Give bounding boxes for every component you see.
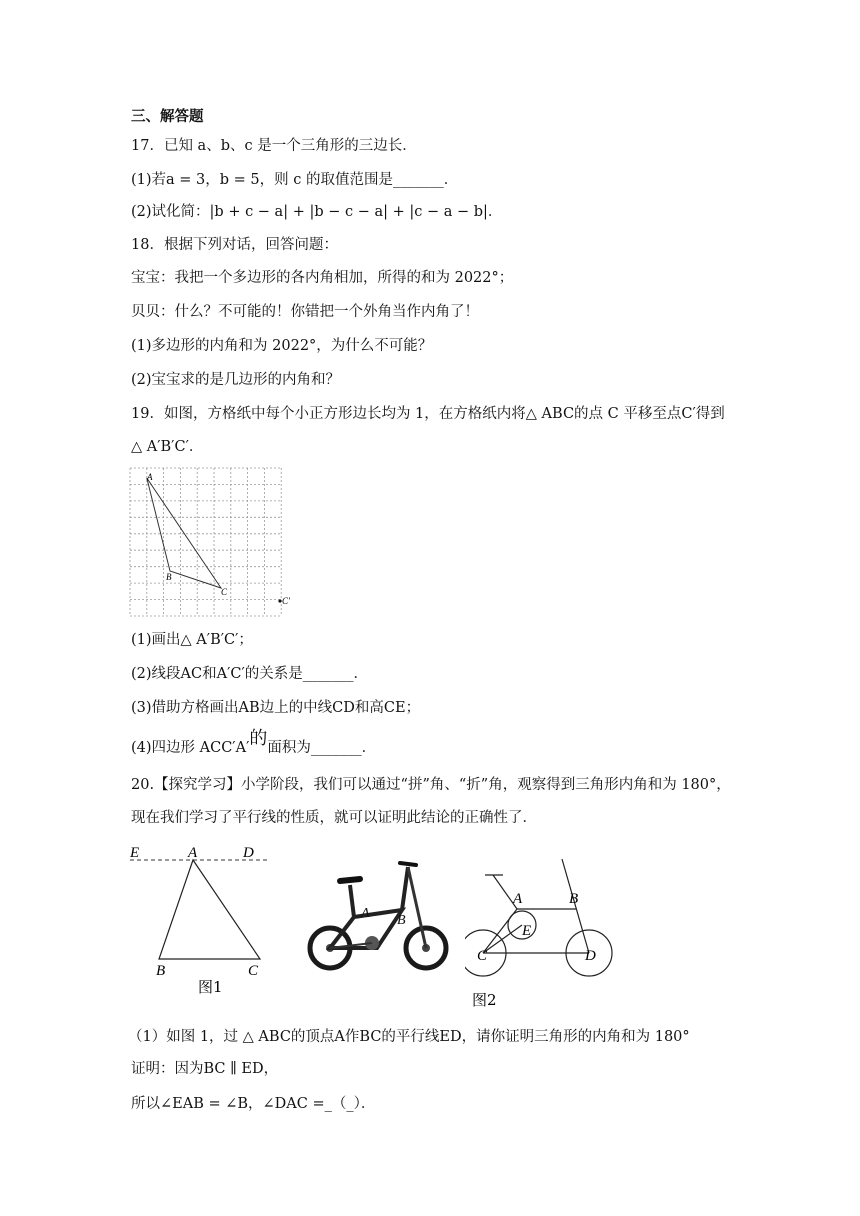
label-c-prime: C′ [282,596,290,606]
q20-stem-line2: 现在我们学习了平行线的性质，就可以证明此结论的正确性了． [131,810,537,826]
q20-figure-1 [128,842,273,997]
q17-stem: 17．已知 a、b、c 是一个三角形的三边长． [131,138,417,154]
fig1-label-b: B [156,963,166,979]
q19-part1: (1)画出△ A′B′C′； [131,632,253,648]
q20-proof2: 所以∠EAB = ∠B，∠DAC =_（_）． [131,1096,376,1112]
triangle-abc-fig1 [159,860,260,959]
bicycle-illustration [302,855,452,973]
q19-grid-lines [130,468,281,616]
fig2-label-a: A [513,891,523,907]
q20-part1: （1）如图 1，过 △ ABC的顶点A作BC的平行线ED，请你证明三角形的内角和为 180° [128,1029,690,1045]
q19-part4-de: 的 [249,728,268,749]
label-a: A [147,472,153,482]
q18-dialog1: 宝宝：我把一个多边形的各内角相加，所得的和为 2022°； [131,270,514,286]
q20-proof1: 证明：因为BC ∥ ED， [131,1061,279,1077]
q18-dialog2: 贝贝：什么？不可能的！你错把一个外角当作内角了！ [131,304,479,320]
fig2-caption: 图2 [472,991,497,1009]
fig2-label-c: C [477,948,488,964]
fig1-label-a: A [188,845,198,861]
q19-stem-line2: △ A′B′C′． [131,439,204,455]
fig1-label-d: D [243,845,254,861]
q19-grid-figure [128,466,298,621]
bike-saddle [340,879,360,881]
q19-part4 [131,728,377,758]
q19-stem-line1: 19．如图，方格纸中每个小正方形边长均为 1，在方格纸内将△ ABC的点 C 平移至点C′得到 [131,406,725,422]
fig1-label-e: E [130,845,140,861]
bike-label-a: A [361,906,370,921]
q19-part4-prefix: (4)四边形 ACC′A′ [131,740,250,756]
fig1-label-c: C [248,963,259,979]
q20-stem-line1: 20.【探究学习】小学阶段，我们可以通过“拼”角、“折”角，观察得到三角形内角和为 180°， [131,777,731,793]
fig2-label-b: B [569,891,579,907]
bike-label-b: B [397,913,406,928]
q19-part2: (2)线段AC和A′C′的关系是_______． [131,666,369,682]
triangle-abc [147,478,221,588]
q18-part2: (2)宝宝求的是几边形的内角和？ [131,372,341,388]
label-b: B [166,572,172,582]
label-c: C [221,587,228,597]
fig2-line-ce [483,925,522,953]
fig2-label-d: D [585,948,596,964]
fig2-label-e: E [522,923,532,939]
section-heading: 三、解答题 [131,109,204,125]
fig1-caption: 图1 [198,978,223,996]
q18-stem: 18．根据下列对话，回答问题： [131,237,338,253]
q19-part3: (3)借助方格画出AB边上的中线CD和高CE； [131,700,421,716]
q20-figure-2 [465,855,615,1015]
q17-part2: (2)试化简：|b + c − a| + |b − c − a| + |c − a − b|． [131,204,503,220]
q19-part4-suffix: 面积为_______． [267,740,377,756]
q18-part1: (1)多边形的内角和为 2022°，为什么不可能？ [131,338,433,354]
q17-part1: (1)若a = 3，b = 5，则 c 的取值范围是_______． [131,172,459,188]
bike-handlebar [400,863,416,865]
